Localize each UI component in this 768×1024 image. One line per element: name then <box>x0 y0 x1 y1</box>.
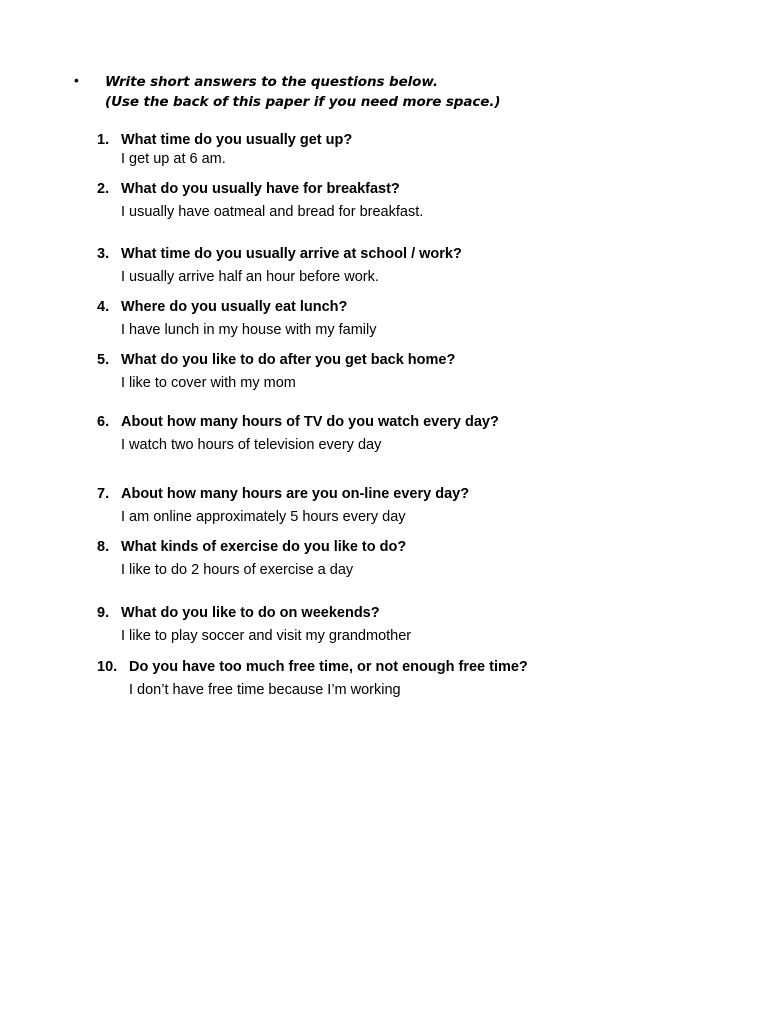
question-item-9 <box>97 604 717 645</box>
question-text: Do you have too much free time, or not enough free time? <box>129 659 528 675</box>
answer-text: I have lunch in my house with my family <box>121 322 377 338</box>
question-item-6 <box>97 413 717 454</box>
bullet-point: • <box>74 72 79 88</box>
question-item-5 <box>97 351 717 392</box>
question-item-7 <box>97 485 717 526</box>
question-text: About how many hours are you on-line every day? <box>121 486 470 502</box>
question-number: 9. <box>97 605 110 621</box>
instructions-line-2: (Use the back of this paper if you need more space.) <box>105 94 501 110</box>
question-item-8 <box>97 538 717 579</box>
instructions-line-1: Write short answers to the questions below. <box>105 74 438 90</box>
question-item-2 <box>97 180 717 221</box>
answer-text: I like to do 2 hours of exercise a day <box>121 562 354 578</box>
answer-text: I get up at 6 am. <box>121 151 226 167</box>
question-item-1 <box>97 131 717 168</box>
answer-text: I watch two hours of television every day <box>121 437 382 453</box>
question-item-3 <box>97 245 717 286</box>
question-text: What do you like to do on weekends? <box>121 605 380 621</box>
question-item-4 <box>97 298 717 339</box>
answer-text: I like to play soccer and visit my grandmother <box>121 628 412 644</box>
answer-text: I am online approximately 5 hours every day <box>121 509 406 525</box>
question-text: What kinds of exercise do you like to do? <box>121 539 407 555</box>
question-number: 3. <box>97 246 110 262</box>
question-text: What time do you usually arrive at school / work? <box>121 246 462 262</box>
question-text: What do you like to do after you get back home? <box>121 352 456 368</box>
answer-text: I don’t have free time because I’m working <box>129 682 401 698</box>
question-item-10 <box>97 658 717 699</box>
question-number: 6. <box>97 414 110 430</box>
question-text: About how many hours of TV do you watch every day? <box>121 414 499 430</box>
question-text: What time do you usually get up? <box>121 132 353 148</box>
question-number: 7. <box>97 486 110 502</box>
answer-text: I usually arrive half an hour before work. <box>121 269 379 285</box>
question-number: 5. <box>97 352 110 368</box>
question-number: 10. <box>97 659 118 675</box>
question-number: 8. <box>97 539 110 555</box>
question-number: 4. <box>97 299 110 315</box>
answer-text: I usually have oatmeal and bread for breakfast. <box>121 204 424 220</box>
question-text: What do you usually have for breakfast? <box>121 181 400 197</box>
instructions <box>105 72 500 112</box>
answer-text: I like to cover with my mom <box>121 375 296 391</box>
question-number: 2. <box>97 181 110 197</box>
question-text: Where do you usually eat lunch? <box>121 299 348 315</box>
question-number: 1. <box>97 132 110 148</box>
